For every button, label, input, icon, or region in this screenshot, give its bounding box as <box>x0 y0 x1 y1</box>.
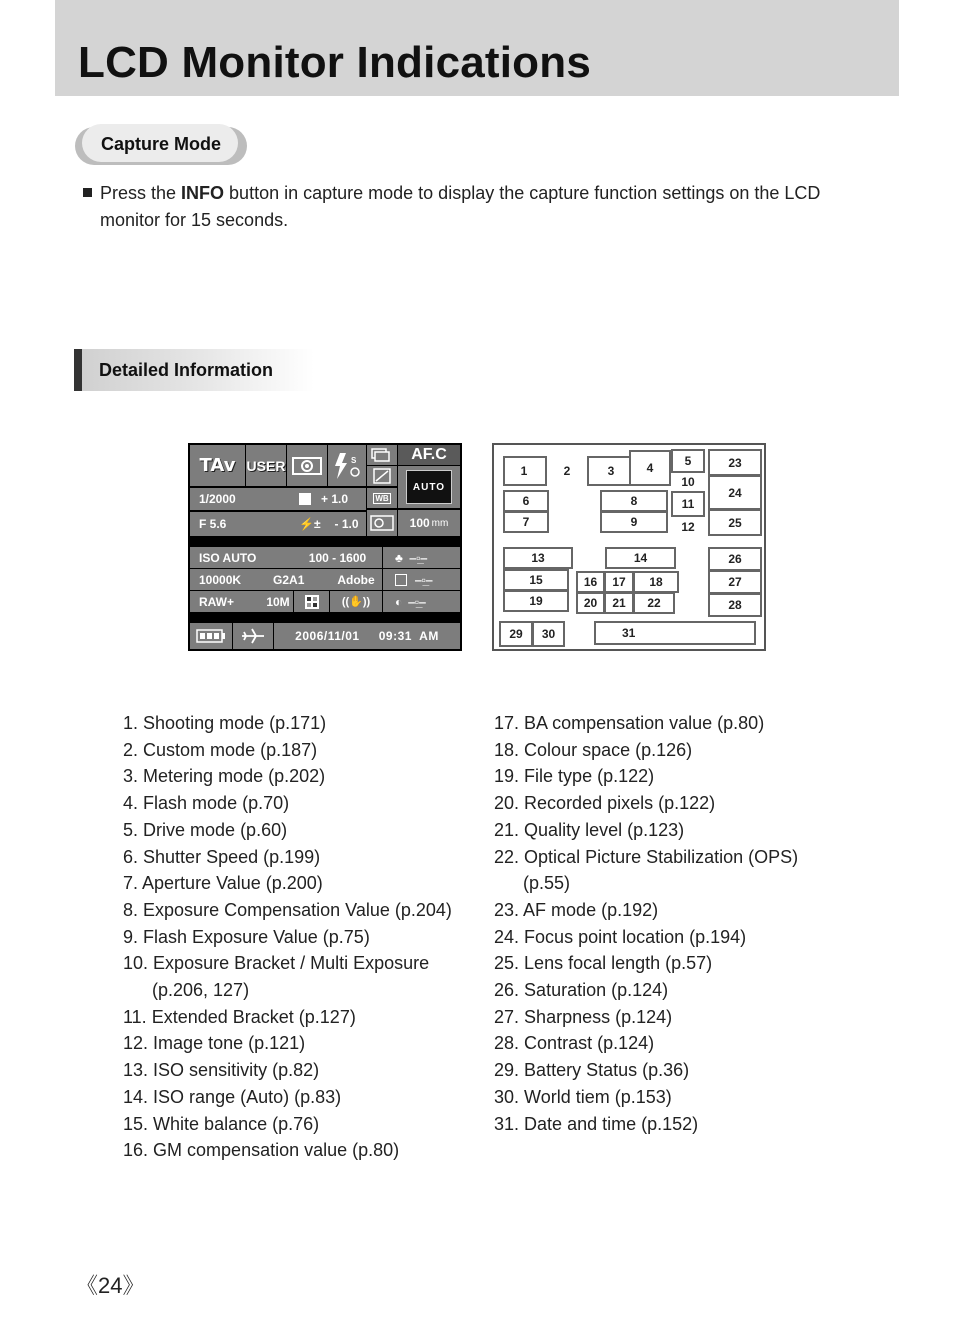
list-item <box>494 710 824 737</box>
lcd-flash-exposure <box>287 512 366 536</box>
lcd-flash-mode <box>328 445 366 486</box>
list-item-number: 27. <box>494 1006 520 1027</box>
lcd-battery <box>190 623 232 649</box>
lcd-quality <box>294 591 329 612</box>
lcd-iso-text: ISO AUTO <box>199 550 257 565</box>
map-cell-3: 3 <box>593 458 629 484</box>
map-cell-4: 4 <box>629 450 671 486</box>
focus-point-frame <box>406 470 452 504</box>
lcd-color-space-text: Adobe <box>337 572 375 587</box>
lcd-focal-length-text: 100 <box>409 516 430 530</box>
indicator-list-left <box>123 710 483 1164</box>
drive-mode-icon <box>371 448 393 462</box>
map-cell-19: 19 <box>503 590 569 612</box>
list-item <box>123 924 483 951</box>
list-item <box>123 1004 483 1031</box>
map-cell-14: 14 <box>605 547 676 569</box>
list-item <box>123 844 483 871</box>
list-item <box>494 763 824 790</box>
lcd-shutter-text: 1/2000 <box>199 492 236 506</box>
list-item-text: Recorded pixels (p.122) <box>524 793 716 814</box>
map-cell-20: 20 <box>576 592 605 614</box>
lcd-image-tone <box>367 510 397 536</box>
list-item-text: White balance (p.76) <box>153 1113 320 1134</box>
list-item-number: 11. <box>123 1006 147 1027</box>
lcd-pixels-text: 10M <box>266 594 290 609</box>
map-cell-23: 23 <box>708 449 762 476</box>
list-item <box>123 1111 483 1138</box>
lcd-aperture <box>190 512 295 536</box>
lcd-contrast <box>383 591 460 612</box>
list-item-number: 12. <box>123 1033 149 1054</box>
sharpness-icon <box>395 574 407 586</box>
exposure-bracket-icon <box>373 468 391 484</box>
lcd-recorded-pixels <box>263 591 293 612</box>
lcd-bracket <box>367 466 397 486</box>
list-item-number: 3. <box>123 766 139 787</box>
map-cell-13: 13 <box>503 547 573 569</box>
list-item-number: 26. <box>494 980 520 1001</box>
list-item <box>123 1137 483 1164</box>
lcd-focal-length <box>398 510 460 536</box>
map-cell-18: 18 <box>633 571 679 593</box>
contrast-slider-icon: ‒▫̲‒ <box>408 594 426 609</box>
list-item-text: ISO range (Auto) (p.83) <box>153 1086 342 1107</box>
intro-info-keyword: INFO <box>181 183 225 203</box>
list-item-text: Shutter Speed (p.199) <box>143 846 321 867</box>
list-item-text: Flash mode (p.70) <box>143 793 290 814</box>
list-item-text: Drive mode (p.60) <box>143 819 288 840</box>
lcd-file-type <box>190 591 271 612</box>
detailed-info-marker <box>74 349 82 391</box>
lcd-custom-mode <box>246 445 286 486</box>
map-cell-11: 11 <box>673 494 703 514</box>
indicator-list-right <box>494 710 824 1137</box>
lcd-file-type-text: RAW+ <box>199 594 235 609</box>
lcd-exposure-comp <box>287 488 366 510</box>
flash-icon <box>332 451 362 481</box>
list-item <box>494 950 824 977</box>
wb-bracket-icon: WB <box>375 493 389 503</box>
page-number: 《24》 <box>76 1273 145 1298</box>
lcd-metering-mode <box>287 445 327 486</box>
map-cell-30: 30 <box>532 621 565 647</box>
list-item <box>123 763 483 790</box>
metering-icon <box>292 457 322 475</box>
map-cell-31: 31 <box>594 621 756 645</box>
detailed-info-title: Detailed Information <box>99 360 274 380</box>
list-item-text: AF mode (p.192) <box>523 899 659 920</box>
list-item-text: Shooting mode (p.171) <box>143 713 327 733</box>
lcd-white-balance <box>190 569 338 590</box>
list-item-number: 25. <box>494 953 520 974</box>
list-item-text: Quality level (p.123) <box>524 819 685 840</box>
svg-text:S: S <box>351 455 357 465</box>
list-item <box>494 844 824 897</box>
lcd-flash-exp-text: - 1.0 <box>334 517 359 531</box>
bullet-square-icon <box>83 188 92 197</box>
map-cell-15: 15 <box>503 569 569 591</box>
map-cell-16: 16 <box>576 571 605 593</box>
lcd-sharpness <box>383 569 460 590</box>
lcd-iso <box>190 547 301 568</box>
list-item <box>123 817 483 844</box>
list-item-text: Battery Status (p.36) <box>524 1060 690 1081</box>
lcd-saturation <box>383 547 460 568</box>
map-cell-29: 29 <box>499 621 533 647</box>
list-item-number: 15. <box>123 1113 149 1134</box>
list-item <box>123 897 483 924</box>
section-title-capture-mode: Capture Mode <box>100 134 221 154</box>
list-item-number: 23. <box>494 899 520 920</box>
lcd-world-time <box>233 623 273 649</box>
list-item-number: 24. <box>494 926 520 947</box>
list-item-number: 8. <box>123 899 139 920</box>
list-item <box>494 790 824 817</box>
flash-exposure-icon: ⚡± <box>299 517 321 531</box>
list-item-number: 14. <box>123 1086 149 1107</box>
map-cell-6: 6 <box>503 490 549 512</box>
list-item <box>123 950 483 1003</box>
list-item-continuation: (p.55) <box>523 873 571 894</box>
map-cell-8: 8 <box>600 490 668 512</box>
map-cell-5: 5 <box>673 451 703 470</box>
list-item <box>494 924 824 951</box>
list-item <box>123 1084 483 1111</box>
lcd-af-mode <box>398 445 460 465</box>
map-cell-2: 2 <box>545 456 589 486</box>
list-item-text: Exposure Bracket / Multi Exposure <box>153 953 430 974</box>
map-cell-22: 22 <box>633 592 675 614</box>
map-cell-7: 7 <box>503 511 549 533</box>
lcd-af-mode-text: AF.C <box>411 446 447 463</box>
lcd-iso-range-text: 100 - 1600 <box>308 550 367 565</box>
lcd-screen <box>188 443 462 651</box>
lcd-wb-text: 10000K <box>199 572 242 587</box>
lcd-date-time <box>274 623 460 649</box>
list-item-text: World tiem (p.153) <box>524 1086 672 1107</box>
saturation-icon: ♣ ‒▫̲‒ <box>395 550 428 565</box>
lcd-shooting-mode-text: TAv <box>199 455 236 476</box>
lcd-focus-point-text: AUTO <box>412 481 446 493</box>
list-item-number: 20. <box>494 793 520 814</box>
list-item-number: 18. <box>494 739 520 760</box>
lcd-focal-unit: mm <box>431 517 449 529</box>
airplane-icon <box>240 627 266 645</box>
list-item-number: 13. <box>123 1060 149 1081</box>
quality-icon <box>305 595 319 609</box>
list-item-number: 29. <box>494 1060 520 1081</box>
map-cell-27: 27 <box>708 570 762 594</box>
list-item-text: Exposure Compensation Value (p.204) <box>143 899 452 920</box>
map-cell-26: 26 <box>708 547 762 571</box>
list-item-text: File type (p.122) <box>524 766 655 787</box>
list-item-number: 28. <box>494 1033 520 1054</box>
lcd-datetime-text: 2006/11/01 09:31 AM <box>295 629 439 643</box>
list-item-number: 5. <box>123 819 139 840</box>
list-item-text: Extended Bracket (p.127) <box>151 1006 356 1027</box>
list-item-number: 9. <box>123 926 139 947</box>
list-item-text: Sharpness (p.124) <box>524 1006 673 1027</box>
intro-paragraph <box>100 180 880 234</box>
lcd-focus-point <box>398 466 460 508</box>
lcd-iso-range <box>293 547 382 568</box>
battery-icon <box>196 629 226 643</box>
list-item <box>123 1057 483 1084</box>
list-item-text: Date and time (p.152) <box>524 1113 699 1134</box>
contrast-icon: ◐ <box>395 594 403 609</box>
list-item <box>494 977 824 1004</box>
list-item <box>123 1030 483 1057</box>
map-cell-9: 9 <box>600 511 668 533</box>
exposure-comp-icon <box>299 493 311 505</box>
list-item-text: Flash Exposure Value (p.75) <box>143 926 370 947</box>
list-item-number: 1. <box>123 713 139 733</box>
list-item <box>123 790 483 817</box>
list-item-text: Lens focal length (p.57) <box>524 953 713 974</box>
lcd-wb-comp-text: G2A1 <box>273 572 305 587</box>
lcd-ops <box>330 591 382 612</box>
list-item-text: BA compensation value (p.80) <box>524 713 765 733</box>
lcd-shutter-speed <box>190 488 295 510</box>
list-item-text: GM compensation value (p.80) <box>153 1140 400 1161</box>
map-cell-10: 10 <box>671 471 705 493</box>
list-item-number: 16. <box>123 1140 149 1161</box>
map-cell-12: 12 <box>671 515 705 536</box>
lcd-aperture-text: F 5.6 <box>199 517 227 531</box>
image-tone-icon <box>370 515 394 531</box>
list-item-number: 6. <box>123 846 139 867</box>
list-item-number: 21. <box>494 819 520 840</box>
list-item-number: 19. <box>494 766 520 787</box>
lcd-number-map <box>492 443 766 651</box>
list-item-number: 7. <box>123 873 139 894</box>
lcd-custom-mode-text: USER <box>246 457 286 474</box>
list-item-number: 22. <box>494 846 520 867</box>
list-item-number: 4. <box>123 793 139 814</box>
list-item <box>494 897 824 924</box>
list-item-number: 30. <box>494 1086 520 1107</box>
page-title: LCD Monitor Indications <box>78 38 592 87</box>
map-cell-28: 28 <box>708 593 762 617</box>
list-item-number: 17. <box>494 713 520 733</box>
list-item-text: Saturation (p.124) <box>524 980 669 1001</box>
list-item-text: Optical Picture Stabilization (OPS) <box>524 846 799 867</box>
list-item <box>494 1004 824 1031</box>
list-item <box>494 737 824 764</box>
list-item-text: Metering mode (p.202) <box>143 766 326 787</box>
list-item-number: 10. <box>123 953 149 974</box>
list-item <box>123 710 483 737</box>
map-cell-25: 25 <box>708 509 762 536</box>
list-item-text: Contrast (p.124) <box>524 1033 655 1054</box>
list-item-text: Colour space (p.126) <box>524 739 693 760</box>
map-cell-21: 21 <box>604 592 634 614</box>
list-item-text: Focus point location (p.194) <box>524 926 747 947</box>
list-item <box>494 817 824 844</box>
map-cell-17: 17 <box>604 571 634 593</box>
list-item-text: Aperture Value (p.200) <box>142 873 323 894</box>
intro-after: button in capture mode to display the capture function settings on the LCD monitor for 15 seconds. <box>100 183 821 230</box>
intro-before: Press the <box>100 183 182 203</box>
list-item <box>494 1057 824 1084</box>
list-item-number: 31. <box>494 1113 520 1134</box>
list-item-continuation: (p.206, 127) <box>152 980 250 1001</box>
lcd-shooting-mode <box>190 445 245 486</box>
map-cell-24: 24 <box>708 475 762 510</box>
list-item <box>494 1084 824 1111</box>
list-item-text: Custom mode (p.187) <box>143 739 318 760</box>
lcd-extended-bracket <box>367 488 397 508</box>
list-item <box>494 1111 824 1138</box>
lcd-drive-mode <box>367 445 397 465</box>
list-item <box>123 870 483 897</box>
ops-icon: ((✋)) <box>341 596 371 608</box>
map-cell-1: 1 <box>509 458 539 484</box>
lcd-color-space <box>330 569 382 590</box>
list-item-number: 2. <box>123 739 139 760</box>
list-item-text: Image tone (p.121) <box>153 1033 306 1054</box>
list-item <box>494 1030 824 1057</box>
list-item-text: ISO sensitivity (p.82) <box>153 1060 320 1081</box>
sharpness-slider-icon: ‒▫̲‒ <box>415 572 433 587</box>
lcd-exp-comp-text: + 1.0 <box>321 492 349 506</box>
list-item <box>123 737 483 764</box>
